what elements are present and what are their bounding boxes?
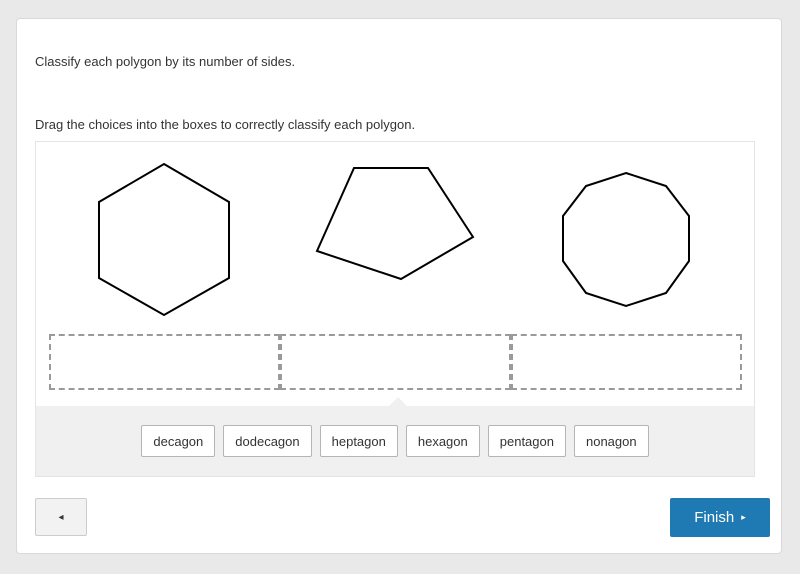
drop-target-decagon[interactable] xyxy=(511,334,742,390)
finish-button[interactable] xyxy=(670,498,770,537)
choice-heptagon[interactable]: heptagon xyxy=(320,425,398,457)
drop-target-pentagon[interactable] xyxy=(280,334,511,390)
choice-decagon[interactable]: decagon xyxy=(141,425,215,457)
polygons-figure xyxy=(36,142,754,327)
choice-hexagon[interactable]: hexagon xyxy=(406,425,480,457)
choice-dodecagon[interactable]: dodecagon xyxy=(223,425,311,457)
forward-arrow-icon: ▸ xyxy=(741,512,746,522)
question-card xyxy=(16,18,782,554)
finish-label: Finish xyxy=(694,509,735,526)
choice-list xyxy=(36,425,754,457)
back-arrow-icon: ◂ xyxy=(58,511,64,523)
decagon-shape xyxy=(563,173,689,306)
question-instruction: Drag the choices into the boxes to correctly classify each polygon. xyxy=(35,117,416,132)
choices-tray xyxy=(36,406,754,476)
drop-target-hexagon[interactable] xyxy=(49,334,280,390)
drop-target-row xyxy=(49,334,742,390)
hexagon-shape xyxy=(99,164,229,315)
choice-nonagon[interactable]: nonagon xyxy=(574,425,649,457)
back-button[interactable] xyxy=(35,498,87,536)
question-prompt: Classify each polygon by its number of sides. xyxy=(35,54,296,69)
pentagon-shape xyxy=(317,168,473,279)
drag-drop-area xyxy=(35,141,755,477)
choice-pentagon[interactable]: pentagon xyxy=(488,425,566,457)
tray-pointer xyxy=(388,397,408,407)
